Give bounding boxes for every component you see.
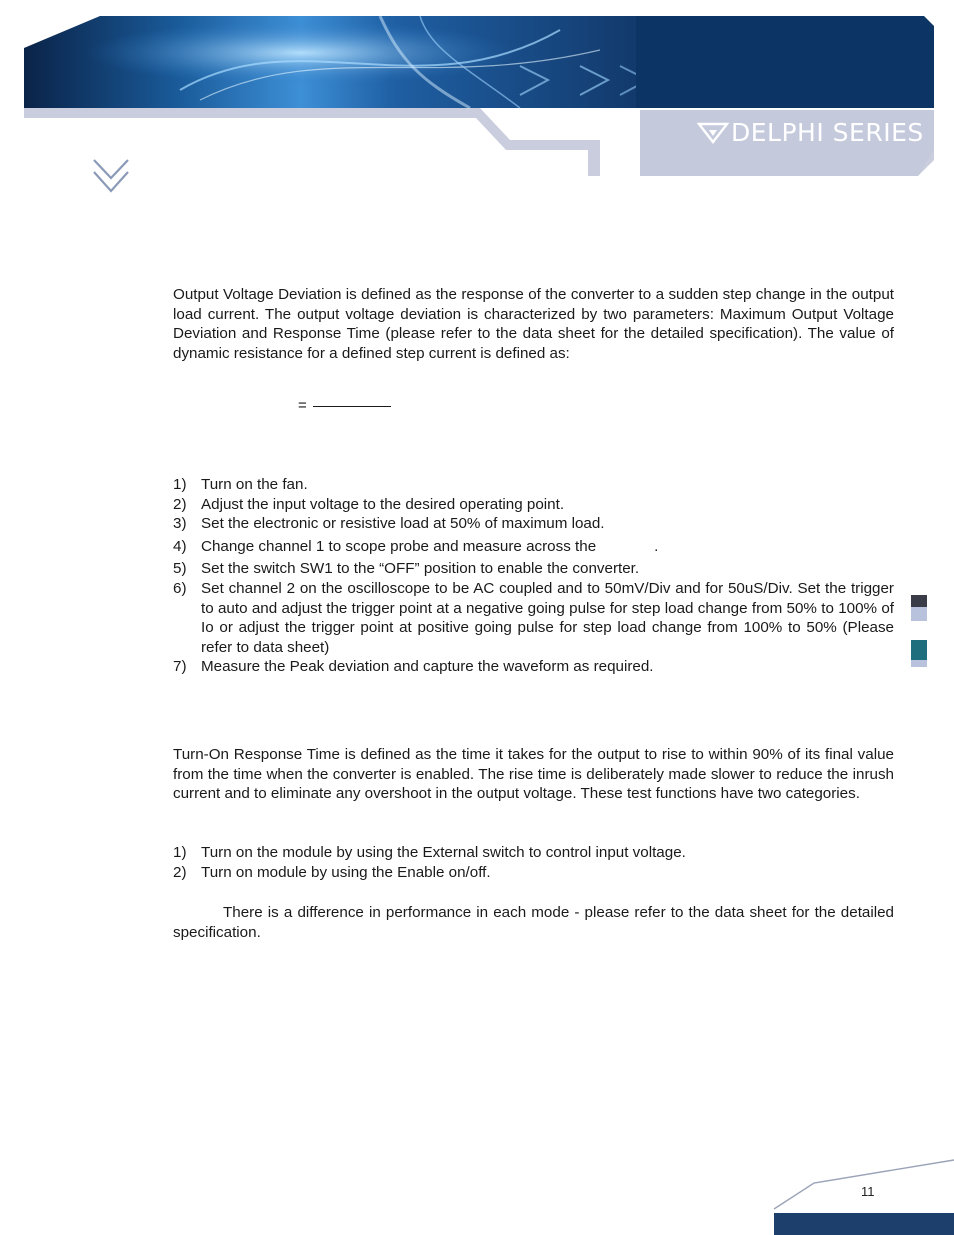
list-item: 1) Turn on the module by using the External switch to control input voltage. [173,844,686,861]
mode-note-paragraph: There is a difference in performance in each mode - please refer to the data sheet for the detailed specification. [173,904,894,941]
list-item: 1) Turn on the fan. [173,476,308,493]
delphi-logo-icon [697,120,731,144]
list-item: 6) Set channel 2 on the oscilloscope to be AC coupled and to 50mV/Div and for 50uS/Div. Set the trigger to auto and adjust the trigger point at a negative going pulse for step load change from 50% to 100% of Io or adjust the trigger point at positive going pulse for step load change from 100% to 50% (Please refer to data sheet) [173,579,894,656]
deviation-intro-paragraph: Output Voltage Deviation is defined as the response of the converter to a sudden step change in the output load current. The output voltage deviation is characterized by two parameters: Maximum Output Voltage Deviation and Response Time (please refer to the data sheet for the detailed specification). The value of dynamic resistance for a defined step current is defined as: [173,286,894,362]
side-tab-teal [911,640,927,660]
formula-fraction-bar [313,406,391,407]
header-banner [0,0,954,180]
brand-text: DELPHI SERIES [731,118,924,147]
page-number: 11 [861,1184,875,1199]
list-item: 2) Turn on module by using the Enable on/off. [173,863,491,881]
chevron-down-mark-icon [92,158,130,194]
list-item: 7) Measure the Peak deviation and capture the waveform as required. [173,658,654,676]
side-tab-light-2 [911,660,927,667]
list-item: 4) Change channel 1 to scope probe and measure across the . [173,537,659,555]
formula-equals: = [298,397,307,414]
side-tab-dark [911,595,927,607]
deviation-steps-list [173,475,894,677]
list-item: 3) Set the electronic or resistive load at 50% of maximum load. [173,515,605,533]
brand-name [697,118,924,147]
side-tab-light [911,607,927,621]
list-item: 5) Set the switch SW1 to the “OFF” position to enable the converter. [173,560,640,578]
turnon-steps-list [173,843,894,882]
turnon-intro-paragraph: Turn-On Response Time is defined as the time it takes for the output to rise to within 90% of its final value from the time when the converter is enabled. The rise time is deliberately made slower to reduce the inrush current and to eliminate any overshoot in the output voltage. These test functions have two categories. [173,746,894,803]
list-item: 2) Adjust the input voltage to the desired operating point. [173,495,565,513]
dynamic-resistance-formula [298,397,391,414]
